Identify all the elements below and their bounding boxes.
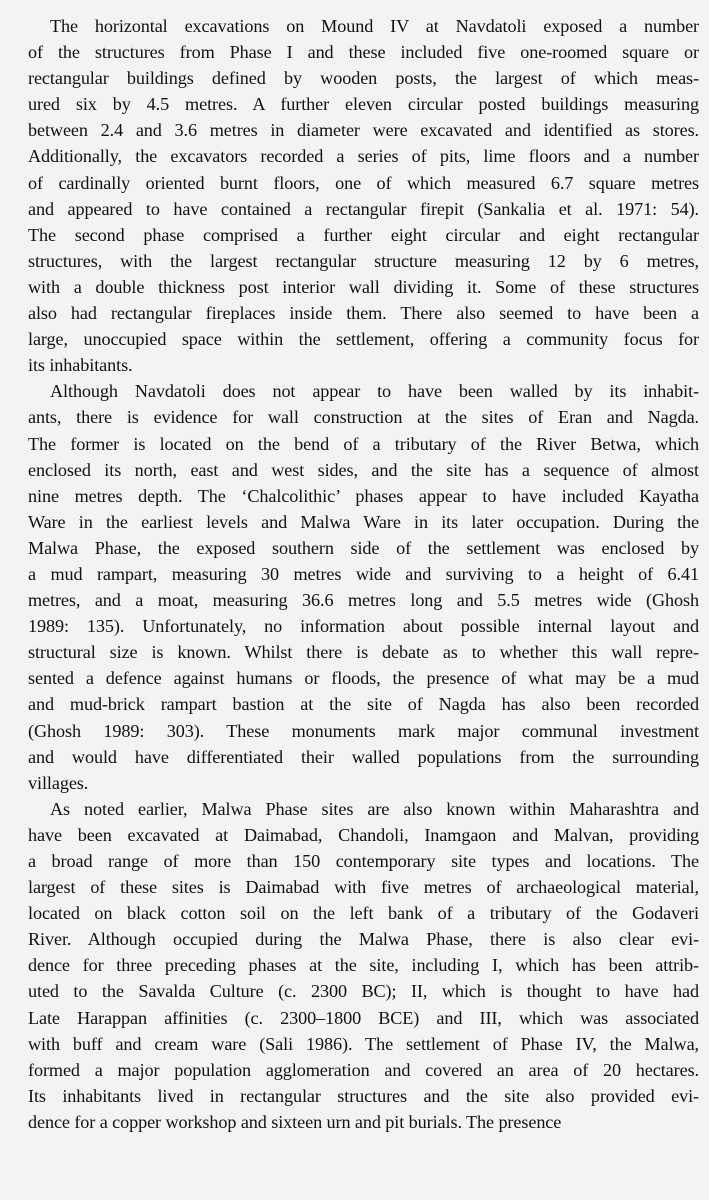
text-line: dence for a copper workshop and sixteen urn and pit burials. The presence: [28, 1111, 562, 1132]
text-line: metres, and a moat, measuring 36.6 metres long and 5.5 metres wide (Ghosh: [28, 590, 699, 611]
text-line: River. Although occupied during the Malwa Phase, there is also clear evi-: [28, 929, 699, 950]
text-line: formed a major population agglomeration and covered an area of 20 hectares.: [28, 1059, 699, 1080]
paragraph: [28, 796, 699, 1135]
text-line: The former is located on the bend of a tributary of the River Betwa, which: [28, 433, 699, 454]
text-line: a mud rampart, measuring 30 metres wide and surviving to a height of 6.41: [28, 563, 699, 584]
text-line: structures, with the largest rectangular structure measuring 12 by 6 metres,: [28, 250, 699, 271]
paragraph: [28, 13, 699, 378]
text-line: also had rectangular fireplaces inside them. There also seemed to have been a: [28, 303, 699, 324]
text-line: structural size is known. Whilst there is debate as to whether this wall repre-: [28, 642, 699, 663]
text-line: Malwa Phase, the exposed southern side of the settlement was enclosed by: [28, 537, 699, 558]
text-line: a broad range of more than 150 contemporary site types and locations. The: [28, 851, 699, 871]
text-line: The second phase comprised a further eight circular and eight rectangular: [28, 224, 699, 245]
text-line: sented a defence against humans or floods, the presence of what may be a mud: [28, 668, 699, 689]
text-line: with a double thickness post interior wall dividing it. Some of these structures: [28, 276, 699, 297]
text-line: Late Harappan affinities (c. 2300–1800 BCE) and III, which was associated: [28, 1007, 699, 1028]
text-line: large, unoccupied space within the settlement, offering a community focus for: [28, 329, 699, 350]
text-line: of cardinally oriented burnt floors, one of which measured 6.7 square metres: [28, 172, 699, 193]
text-line: its inhabitants.: [28, 355, 133, 376]
text-line: 1989: 135). Unfortunately, no information about possible internal layout and: [28, 616, 699, 637]
text-line: between 2.4 and 3.6 metres in diameter were excavated and identified as stores.: [28, 120, 699, 141]
text-line: The horizontal excavations on Mound IV at Navdatoli exposed a number: [50, 16, 699, 36]
text-line: and appeared to have contained a rectangular firepit (Sankalia et al. 1971: 54).: [28, 198, 699, 219]
paragraph: [28, 378, 699, 796]
text-line: (Ghosh 1989: 303). These monuments mark major communal investment: [28, 720, 699, 741]
text-line: dence for three preceding phases at the site, including I, which has been attrib-: [28, 955, 699, 976]
text-line: have been excavated at Daimabad, Chandoli, Inamgaon and Malvan, providing: [28, 824, 699, 845]
text-line: nine metres depth. The ‘Chalcolithic’ phases appear to have included Kayatha: [28, 485, 699, 506]
text-line: and would have differentiated their walled populations from the surrounding: [28, 746, 699, 767]
text-line: Although Navdatoli does not appear to have been walled by its inhabit-: [50, 381, 699, 402]
text-line: largest of these sites is Daimabad with five metres of archaeological material,: [28, 877, 699, 898]
text-line: ants, there is evidence for wall construction at the sites of Eran and Nagda.: [28, 407, 699, 428]
text-line: Additionally, the excavators recorded a series of pits, lime floors and a number: [28, 146, 699, 167]
text-line: and mud-brick rampart bastion at the site of Nagda has also been recorded: [28, 694, 699, 715]
text-line: enclosed its north, east and west sides, and the site has a sequence of almost: [28, 459, 699, 480]
text-line: rectangular buildings defined by wooden posts, the largest of which meas-: [28, 68, 699, 89]
text-line: villages.: [28, 772, 89, 793]
text-line: located on black cotton soil on the left bank of a tributary of the Godaveri: [28, 903, 699, 924]
text-line: Ware in the earliest levels and Malwa Ware in its later occupation. During the: [28, 511, 699, 532]
text-line: ured six by 4.5 metres. A further eleven circular posted buildings measuring: [28, 94, 699, 115]
text-line: Its inhabitants lived in rectangular structures and the site also provided evi-: [28, 1085, 699, 1106]
text-line: with buff and cream ware (Sali 1986). The settlement of Phase IV, the Malwa,: [28, 1033, 699, 1054]
text-line: As noted earlier, Malwa Phase sites are also known within Maharashtra and: [50, 798, 699, 819]
text-line: of the structures from Phase I and these included five one-roomed square or: [28, 42, 699, 63]
text-line: uted to the Savalda Culture (c. 2300 BC); II, which is thought to have had: [28, 981, 699, 1002]
